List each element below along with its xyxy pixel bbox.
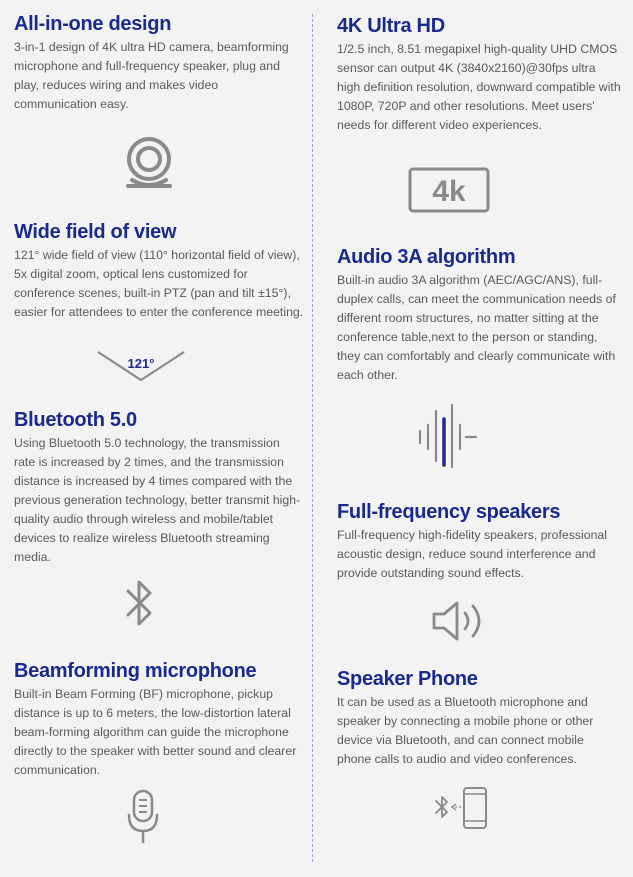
feature-title: All-in-one design [14,13,172,35]
feature-description: 3-in-1 design of 4K ultra HD camera, beamforming microphone and full-frequency speaker, plug and play, reduces wiring and makes video communication easy. [14,40,289,111]
feature-bluetooth [14,408,304,567]
feature-title: Bluetooth 5.0 [14,409,137,431]
feature-full-frequency-speakers [337,500,623,583]
bluetooth-phone-icon [433,786,489,830]
feature-speaker-phone [337,667,621,769]
feature-4k-ultra-hd [337,14,621,135]
feature-title: Speaker Phone [337,668,478,690]
feature-title: 4K Ultra HD [337,15,445,37]
sound-wave-icon [418,403,478,469]
feature-description: Full-frequency high-fidelity speakers, professional acoustic design, reduce sound interference and provide outstanding sound effects. [337,528,607,580]
field-of-view-icon [96,350,186,384]
feature-description: Using Bluetooth 5.0 technology, the transmission rate is increased by 2 times, and the transmission distance is increased by 4 times compared with the previous generation technology, better transmit high-quality audio through wireless and mobile/tablet devices to realize wireless Bluetooth streaming media. [14,436,301,564]
speaker-icon [431,600,487,642]
feature-description: 1/2.5 inch, 8.51 megapixel high-quality UHD CMOS sensor can output 4K (3840x2160)@30fps ultra high definition resolution, downward compatible with 1080P, 720P and other resolutions. Meet users' needs for different video experiences. [337,42,621,132]
feature-title: Wide field of view [14,221,177,243]
column-divider [312,14,313,862]
microphone-icon [126,789,160,847]
4k-badge-icon [408,167,490,213]
feature-description: Built-in Beam Forming (BF) microphone, pickup distance is up to 6 meters, the low-distortion lateral beam-forming algorithm can guide the microphone directly to the speaker with better sound and clearer communication. [14,687,297,777]
feature-title: Audio 3A algorithm [337,246,516,268]
feature-all-in-one [14,12,304,114]
feature-beamforming [14,659,308,780]
4k-badge-text: 4k [432,175,466,208]
feature-title: Beamforming microphone [14,660,257,682]
bluetooth-icon [124,576,156,630]
feature-description: It can be used as a Bluetooth microphone and speaker by connecting a mobile phone or other device via Bluetooth, and can connect mobile phone calls to audio and video conferences. [337,695,594,766]
feature-description: 121° wide field of view (110° horizontal field of view), 5x digital zoom, optical lens customized for conference scenes, built-in PTZ (pan and tilt ±15°), easier for attendees to enter the conference meeting. [14,248,304,319]
feature-title: Full-frequency speakers [337,501,561,523]
webcam-icon [118,134,180,192]
feature-audio-3a [337,245,621,385]
feature-description: Built-in audio 3A algorithm (AEC/AGC/ANS), full-duplex calls, can meet the communication needs of different room structures, no matter sitting at the conference table,next to the person or standing, they can comfortably and clearly communicate with each other. [337,273,616,382]
angle-label: 121° [127,356,155,371]
feature-wide-fov [14,220,310,322]
